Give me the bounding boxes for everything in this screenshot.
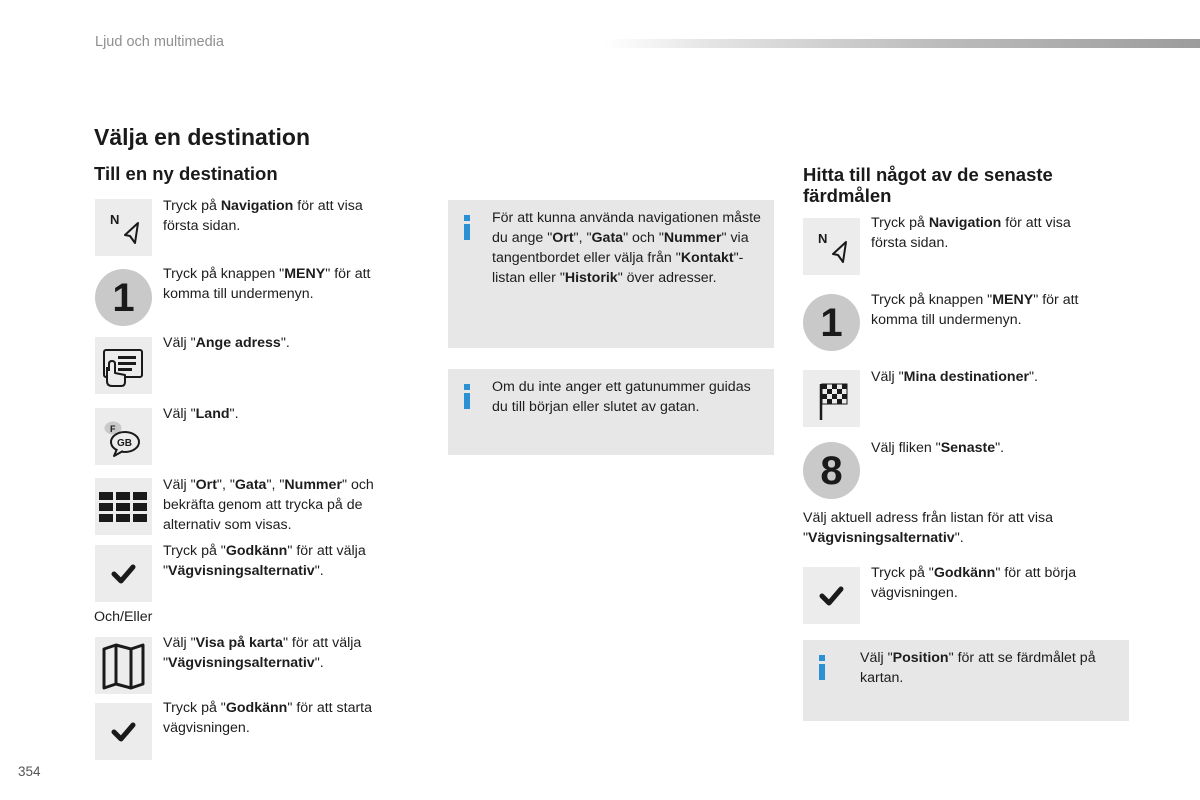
bold-term: Ange adress	[195, 335, 281, 351]
left-step-2-text: Tryck på knappen "MENY" för att komma till undermenyn.	[163, 266, 371, 302]
page-number: 354	[18, 764, 41, 779]
bold-term: MENY	[992, 292, 1034, 308]
bold-term: Godkänn	[225, 543, 288, 559]
bold-term: Gata	[591, 230, 624, 246]
bold-term: Historik	[564, 270, 618, 286]
navigation-icon	[803, 218, 860, 275]
select-address-text: Välj aktuell adress från listan för att visa "Vägvisningsalternativ".	[803, 510, 1053, 546]
bold-term: Nummer	[663, 230, 722, 246]
svg-text:N: N	[110, 212, 120, 227]
checkmark-icon	[803, 567, 860, 624]
bold-term: MENY	[284, 266, 326, 282]
checkmark-icon	[95, 545, 152, 602]
info-note-text: För att kunna använda navigationen måste du ange "Ort", "Gata" och "Nummer" via tangentbordet eller välja från "Kontakt"-listan eller "Historik" över adresser.	[492, 210, 761, 286]
bold-term: Navigation	[220, 198, 294, 214]
info-note	[448, 369, 774, 455]
right-step-2-text: Tryck på knappen "MENY" för att komma till undermenyn.	[871, 292, 1079, 328]
bold-term: Visa på karta	[195, 635, 283, 651]
bold-term: Godkänn	[933, 565, 996, 581]
svg-text:N: N	[818, 231, 828, 246]
right-step-1-text: Tryck på Navigation för att visa första sidan.	[871, 215, 1071, 251]
address-card-touch-icon	[95, 337, 152, 394]
right-step-3-text: Välj "Mina destinationer".	[871, 369, 1038, 385]
bold-term: Senaste	[940, 440, 996, 456]
bold-term: Land	[195, 406, 230, 422]
left-step-1-text: Tryck på Navigation för att visa första sidan.	[163, 198, 363, 234]
bold-term: Ort	[195, 477, 217, 493]
bold-term: Vägvisningsalternativ	[168, 655, 315, 671]
right-subtitle: Hitta till något av de senaste färdmålen	[803, 164, 1053, 206]
bold-term: Gata	[234, 477, 267, 493]
keypad-grid-icon	[95, 478, 152, 535]
bold-term: Navigation	[928, 215, 1002, 231]
step-number-badge: 1	[803, 294, 860, 351]
info-note-text: Om du inte anger ett gatunummer guidas du till början eller slutet av gatan.	[492, 379, 751, 415]
right-step-4-text: Välj fliken "Senaste".	[871, 440, 1005, 456]
page-title: Välja en destination	[94, 124, 310, 150]
or-label: Och/Eller	[94, 609, 153, 625]
left-step-7-text: Välj "Visa på karta" för att välja "Vägvisningsalternativ".	[163, 635, 362, 671]
left-step-4-text: Välj "Land".	[163, 406, 239, 422]
checkered-flag-icon	[803, 370, 860, 427]
info-icon	[819, 655, 825, 680]
header-gradient-bar	[605, 39, 1200, 48]
info-note	[448, 200, 774, 348]
info-note-text: Välj "Position" för att se färdmålet på kartan.	[860, 650, 1096, 686]
bold-term: Mina destinationer	[903, 369, 1029, 385]
svg-text:F: F	[110, 424, 116, 434]
step-number-badge: 8	[803, 442, 860, 499]
info-icon	[464, 384, 470, 409]
navigation-icon	[95, 199, 152, 256]
bold-term: Kontakt	[680, 250, 734, 266]
right-step-5-text: Tryck på "Godkänn" för att börja vägvisningen.	[871, 565, 1077, 601]
bold-term: Position	[892, 650, 949, 666]
svg-text:GB: GB	[117, 438, 132, 449]
info-note	[803, 640, 1129, 721]
country-bubble-icon	[95, 408, 152, 465]
bold-term: Nummer	[284, 477, 342, 493]
bold-term: Godkänn	[225, 700, 288, 716]
bold-term: Vägvisningsalternativ	[168, 563, 315, 579]
bold-term: Vägvisningsalternativ	[808, 530, 955, 546]
section-header: Ljud och multimedia	[95, 34, 224, 50]
left-step-5-text: Välj "Ort", "Gata", "Nummer" och bekräfta genom att trycka på de alternativ som visas.	[163, 477, 374, 533]
left-step-8-text: Tryck på "Godkänn" för att starta vägvisningen.	[163, 700, 373, 736]
left-subtitle: Till en ny destination	[94, 163, 278, 184]
step-number-badge: 1	[95, 269, 152, 326]
left-step-3-text: Välj "Ange adress".	[163, 335, 290, 351]
checkmark-icon	[95, 703, 152, 760]
bold-term: Ort	[552, 230, 574, 246]
map-fold-icon	[95, 637, 152, 694]
left-step-6-text: Tryck på "Godkänn" för att välja "Vägvisningsalternativ".	[163, 543, 366, 579]
info-icon	[464, 215, 470, 240]
